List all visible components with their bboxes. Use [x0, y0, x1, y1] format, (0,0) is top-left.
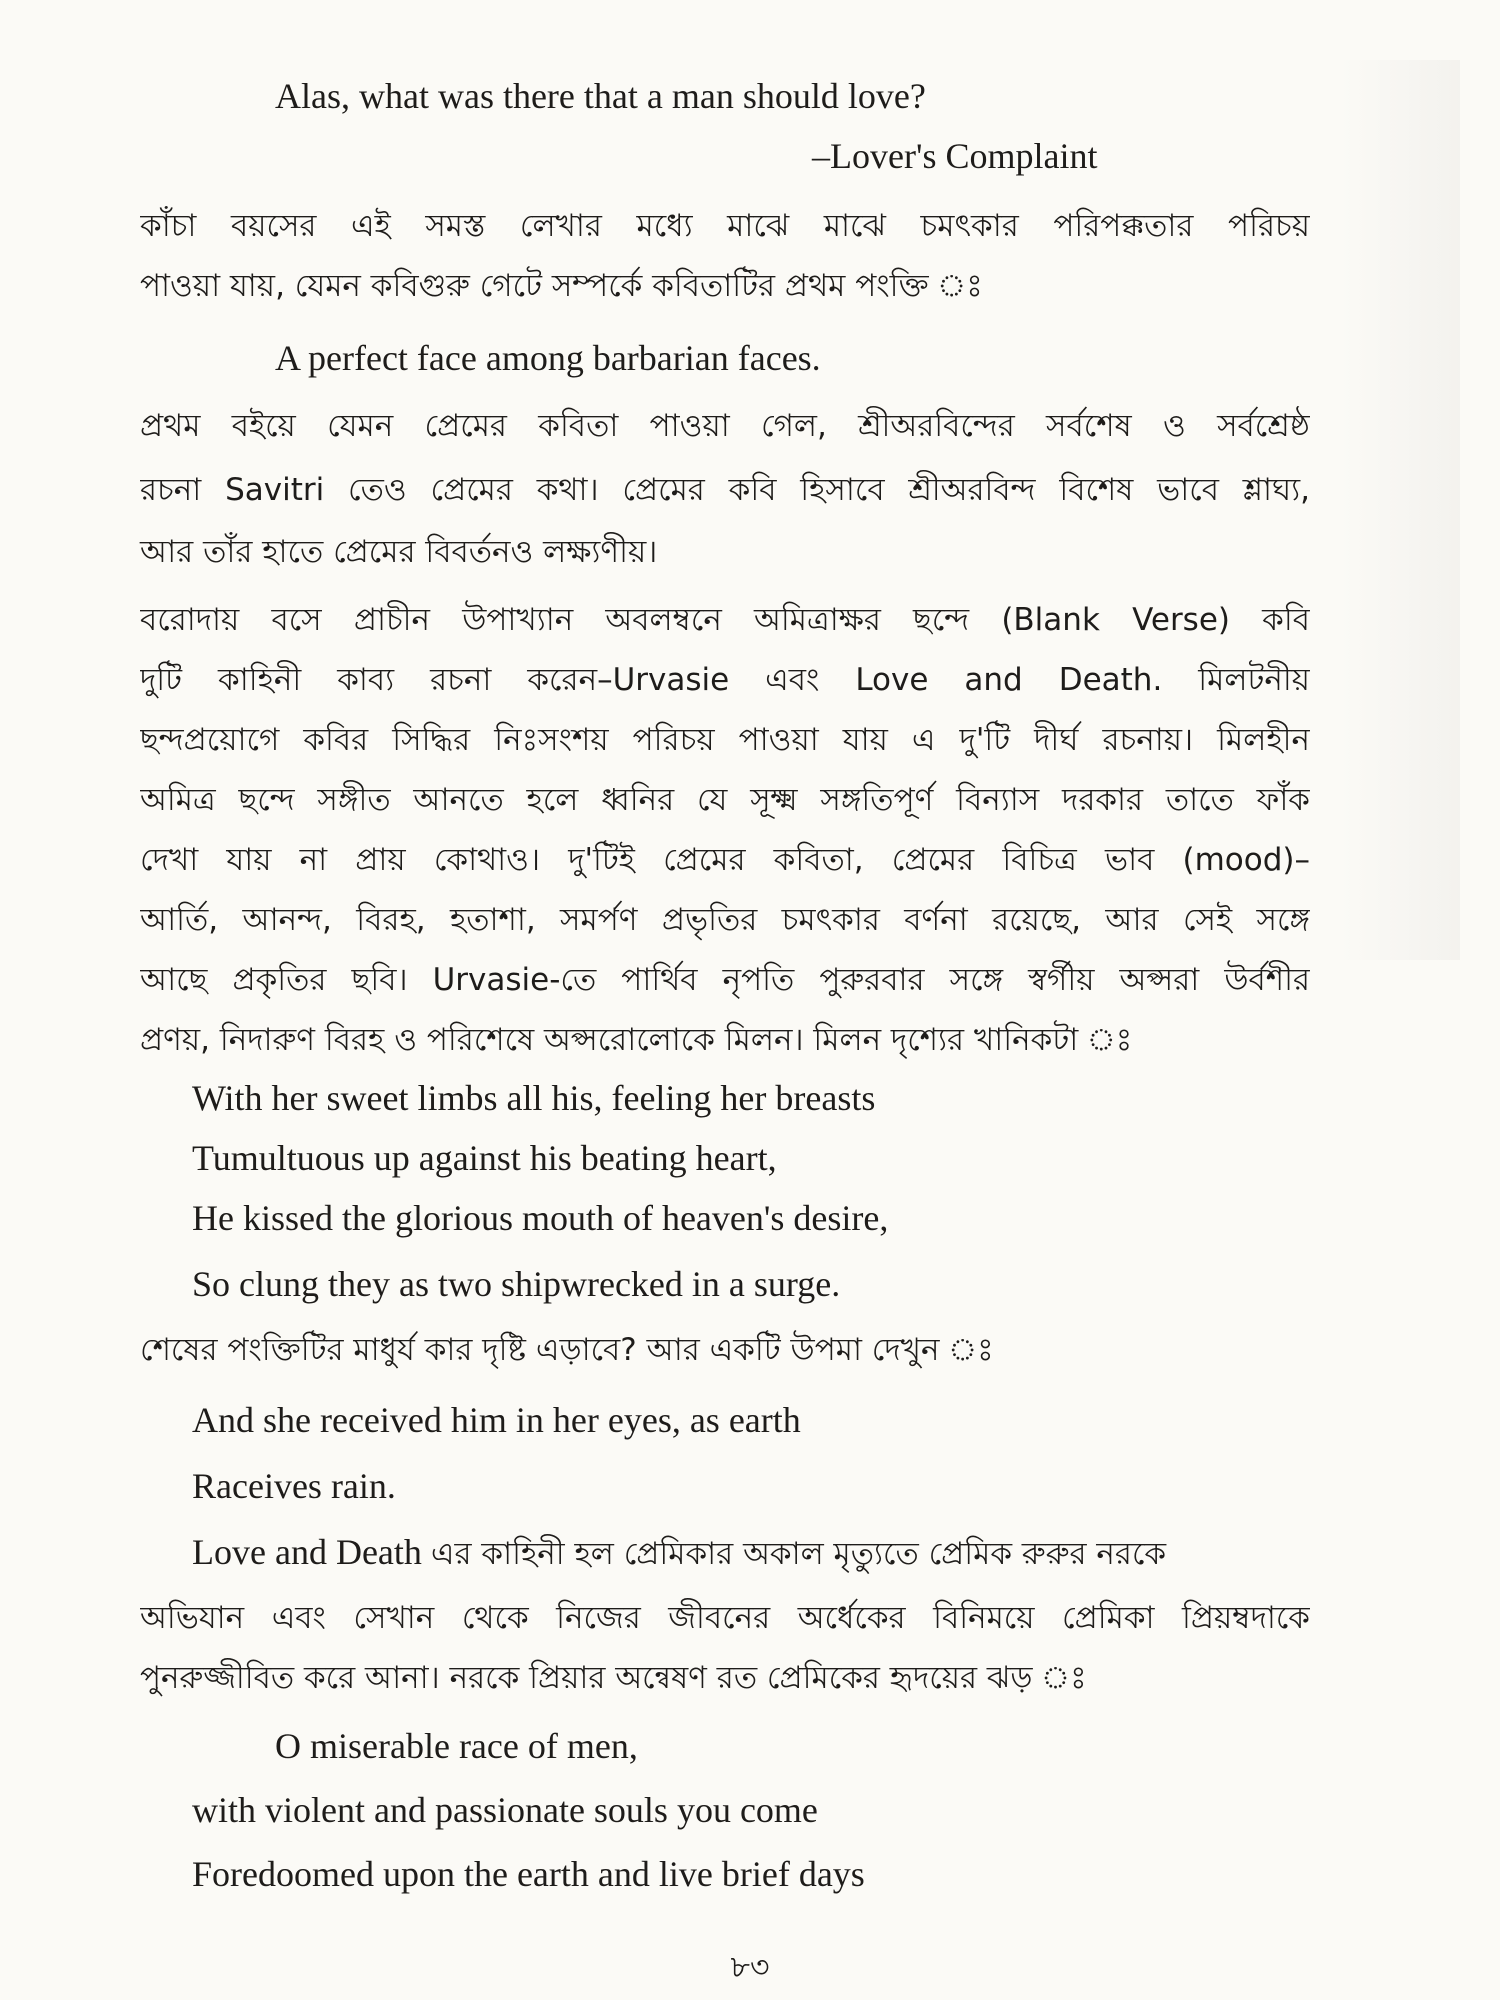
- paragraph-1-line-2: পাওয়া যায়, যেমন কবিগুরু গেটে সম্পর্কে কবিতাটির প্রথম পংক্তি ঃ: [140, 268, 983, 304]
- paragraph-5-lead-bengali: এর কাহিনী হল প্রেমিকার অকাল মৃত্যুতে প্রেমিক রুরুর নরকে: [430, 1536, 1167, 1572]
- paragraph-3-line-1: বরোদায় বসে প্রাচীন উপাখ্যান অবলম্বনে অমিত্রাক্ষর ছন্দে (Blank Verse) কবি: [140, 602, 1310, 638]
- paragraph-4: শেষের পংক্তিটির মাধুর্য কার দৃষ্টি এড়াবে? আর একটি উপমা দেখুন ঃ: [140, 1332, 994, 1368]
- paragraph-3-line-6: আর্তি, আনন্দ, বিরহ, হতাশা, সমর্পণ প্রভৃতির চমৎকার বর্ণনা রয়েছে, আর সেই সঙ্গে: [140, 902, 1310, 938]
- page-number: ৮৩: [730, 1950, 770, 1985]
- paragraph-3-line-8: প্রণয়, নিদারুণ বিরহ ও পরিশেষে অপ্সরোলোকে মিলন। মিলন দৃশ্যের খানিকটা ঃ: [140, 1022, 1133, 1058]
- paragraph-5-line-1: [192, 1524, 1310, 1584]
- paragraph-3-line-3: ছন্দপ্রয়োগে কবির সিদ্ধির নিঃসংশয় পরিচয় পাওয়া যায় এ দু'টি দীর্ঘ রচনায়। মিলহীন: [140, 722, 1310, 758]
- epigraph-line: Alas, what was there that a man should love?: [275, 76, 926, 116]
- paragraph-5-line-2: অভিযান এবং সেখান থেকে নিজের জীবনের অর্ধেকের বিনিময়ে প্রেমিকা প্রিয়ম্বদাকে: [140, 1600, 1310, 1636]
- verse-3-line-1: O miserable race of men,: [275, 1726, 638, 1766]
- verse-1-line-4: So clung they as two shipwrecked in a surge.: [192, 1264, 841, 1304]
- verse-2-line-1: And she received him in her eyes, as earth: [192, 1400, 801, 1440]
- paragraph-5-line-3: পুনরুজ্জীবিত করে আনা। নরকে প্রিয়ার অন্বেষণ রত প্রেমিকের হৃদয়ের ঝড় ঃ: [140, 1660, 1087, 1696]
- paragraph-3-line-4: অমিত্র ছন্দে সঙ্গীত আনতে হলে ধ্বনির যে সূক্ষ্ম সঙ্গতিপূর্ণ বিন্যাস দরকার তাতে ফাঁক: [140, 782, 1310, 818]
- epigraph-source: –Lover's Complaint: [812, 136, 1098, 176]
- verse-1-line-3: He kissed the glorious mouth of heaven's desire,: [192, 1198, 889, 1238]
- verse-2-line-2: Raceives rain.: [192, 1466, 396, 1506]
- verse-1-line-1: With her sweet limbs all his, feeling her breasts: [192, 1078, 876, 1118]
- paragraph-3-line-5: দেখা যায় না প্রায় কোথাও। দু'টিই প্রেমের কবিতা, প্রেমের বিচিত্র ভাব (mood)–: [140, 842, 1310, 878]
- quote-line: A perfect face among barbarian faces.: [275, 338, 821, 378]
- verse-1-line-2: Tumultuous up against his beating heart,: [192, 1138, 777, 1178]
- paragraph-2-line-1: প্রথম বইয়ে যেমন প্রেমের কবিতা পাওয়া গেল, শ্রীঅরবিন্দের সর্বশেষ ও সর্বশ্রেষ্ঠ: [140, 408, 1310, 444]
- paragraph-1-line-1: কাঁচা বয়সের এই সমস্ত লেখার মধ্যে মাঝে মাঝে চমৎকার পরিপক্কতার পরিচয়: [140, 208, 1310, 244]
- paragraph-2-line-3: আর তাঁর হাতে প্রেমের বিবর্তনও লক্ষ্যণীয়।: [140, 534, 658, 570]
- paragraph-3-line-2: দুটি কাহিনী কাব্য রচনা করেন–Urvasie এবং Love and Death. মিলটনীয়: [140, 662, 1310, 698]
- paragraph-2-line-2: রচনা Savitri তেও প্রেমের কথা। প্রেমের কবি হিসাবে শ্রীঅরবিন্দ বিশেষ ভাবে শ্লাঘ্য,: [140, 472, 1310, 508]
- verse-3-line-3: Foredoomed upon the earth and live brief days: [192, 1854, 865, 1894]
- paragraph-3-line-7: আছে প্রকৃতির ছবি। Urvasie-তে পার্থিব নৃপতি পুরুরবার সঙ্গে স্বর্গীয় অপ্সরা উর্বশীর: [140, 962, 1310, 998]
- paragraph-5-lead-english: Love and Death: [192, 1532, 422, 1572]
- page-edge-shadow: [1340, 60, 1460, 960]
- verse-3-line-2: with violent and passionate souls you come: [192, 1790, 818, 1830]
